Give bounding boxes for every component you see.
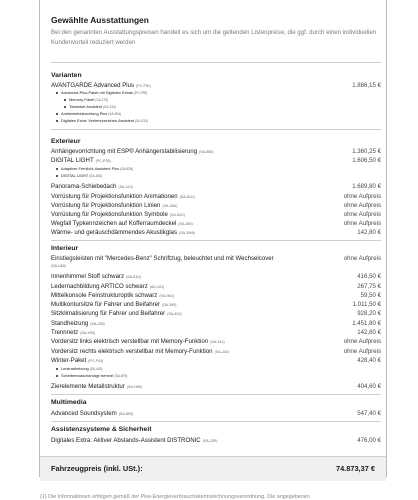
panel-title: Gewählte Ausstattungen (51, 15, 149, 25)
item-price: ohne Aufpreis (343, 338, 381, 345)
item-code: (SA-228) (90, 322, 105, 326)
bullet-icon (56, 375, 58, 377)
item-code: (PC-P35) (95, 159, 111, 163)
divider (51, 421, 381, 422)
item-code: (SA-260) (178, 222, 193, 226)
divider (51, 240, 381, 241)
divider (51, 394, 381, 395)
section-heading-interieur: Interieur (51, 245, 79, 252)
item-price: 1.360,25 € (352, 148, 381, 155)
item-price: 142,80 € (357, 329, 381, 336)
item-price: 404,60 € (357, 383, 381, 390)
item-code: (SA-413) (118, 185, 133, 189)
item-name: Vordersitz links elektrisch verstellbar mit Memory-Funktion (51, 338, 209, 345)
item-name: Vordersitz rechts elektrisch verstellbar mit Memory-Funktion (51, 348, 213, 355)
item-name: Multikontursitze für Fahrer und Beifahrer (51, 301, 161, 308)
item-code: (SA-399) (162, 303, 177, 307)
divider (51, 62, 381, 63)
item-name: Ledernachbildung ARTICO schwarz (51, 283, 148, 290)
item-price: 1.606,50 € (352, 157, 381, 164)
sub-item: Totwinkel-Assistent(SA-234) (64, 104, 116, 110)
item-price: ohne Aufpreis (343, 193, 381, 200)
item-code: (SA-H61) (159, 294, 175, 298)
item-code: (SA-550) (199, 150, 214, 154)
bullet-icon (56, 92, 58, 94)
item-name: Einstiegsleisten mit "Mercedes-Benz" Schriftzug, beleuchtet und mit Wechselcover (51, 255, 274, 262)
item-price: ohne Aufpreis (343, 211, 381, 218)
item-name: Sitzklimatisierung für Fahrer und Beifahrer (51, 310, 166, 317)
section-heading-assistenz: Assistenzsysteme & Sicherheit (51, 426, 152, 433)
bullet-icon (56, 168, 58, 170)
bullet-icon (56, 175, 58, 177)
item-code: (SA-X09) (80, 331, 95, 335)
section-heading-exterieur: Exterieur (51, 138, 81, 145)
item-code: (SA-U80) (51, 264, 66, 268)
sub-item: Digitales Extra: Verkehrszeichen-Assistent(SA-513) (56, 118, 148, 124)
item-code: (SA-36U) (162, 204, 178, 208)
price-note: Bei den genannten Ausstattungspreisen handelt es sich um die geltenden Listenpreise, die ggf. durch einen individuellen Kundenvorteil reduziert werden (51, 29, 377, 46)
item-price: 267,75 € (357, 283, 381, 290)
item-name: Vorrüstung für Projektionsfunktion Symbole (51, 211, 168, 218)
item-name: AVANTGARDE Advanced Plus (51, 82, 135, 89)
item-code: (SA-62U) (169, 213, 185, 217)
sub-item: Lenkradheizung(SA-443) (56, 366, 102, 372)
item-name: Zierelemente Metallstruktur (51, 383, 125, 390)
item-name: Standheizung (51, 320, 89, 327)
item-price: ohne Aufpreis (343, 202, 381, 209)
item-code: (SA-51U) (126, 275, 142, 279)
item-code: (AU-101) (149, 285, 165, 289)
sub-item: Memory-Paket(SA-275) (64, 97, 108, 103)
sub-item: DIGITAL LIGHT(SA-308) (56, 173, 102, 179)
section-heading-varianten: Varianten (51, 72, 82, 79)
item-price: 416,50 € (357, 273, 381, 280)
bullet-icon (64, 106, 66, 108)
item-price: 1.011,50 € (352, 301, 381, 308)
sub-item: Advanced-Plus-Paket mit Digitalen Extras(PC-P59) (56, 90, 147, 96)
item-name: Trennnetz (51, 329, 79, 336)
item-price: 476,00 € (357, 437, 381, 444)
item-price: 928,20 € (357, 310, 381, 317)
item-name: Digitales Extra: Aktiver Abstands-Assistent DISTRONIC (51, 437, 201, 444)
bullet-icon (56, 368, 58, 370)
item-code: (PC-P51) (136, 84, 152, 88)
item-name: Winter-Paket (51, 357, 87, 364)
item-price: 1.886,15 € (352, 82, 381, 89)
item-name: Vorrüstung für Projektionsfunktion Linien (51, 202, 161, 209)
item-price: ohne Aufpreis (343, 348, 381, 355)
item-code: (SA-242) (214, 350, 229, 354)
item-code: (SA-853) (118, 412, 134, 416)
item-code: (SA-3W6) (179, 231, 195, 235)
divider (51, 129, 381, 130)
total-label: Fahrzeugpreis (inkl. USt.): (51, 464, 143, 473)
item-price: 547,40 € (357, 410, 381, 417)
bullet-icon (56, 120, 58, 122)
sub-item: Ambientebeleuchtung Plus(SA-894) (56, 111, 121, 117)
item-price: 59,50 € (360, 292, 381, 299)
item-name: Mittelkonsole Feinstrukturoptik schwarz (51, 292, 158, 299)
sub-item: Scheibenwaschanlage beheizt(SA-875) (56, 373, 127, 379)
item-price: ohne Aufpreis (343, 220, 381, 227)
item-code: (SA-401) (167, 312, 182, 316)
item-price: ohne Aufpreis (343, 255, 381, 262)
item-name: Innenhimmel Stoff schwarz (51, 273, 125, 280)
item-name: Wärme- und geräuschdämmendes Akustikglas (51, 229, 177, 236)
item-price: 142,80 € (357, 229, 381, 236)
item-code: (SA-61U) (179, 195, 195, 199)
item-code: (SA-23P) (202, 439, 218, 443)
bullet-icon (56, 113, 58, 115)
item-name: DIGITAL LIGHT (51, 157, 94, 164)
item-code: (SA-H69) (126, 385, 142, 389)
item-name: Panorama-Schiebedach (51, 183, 117, 190)
sub-item: Adaptiver Fernlicht-Assistent Plus(SA-628) (56, 166, 133, 172)
item-name: Anhängevorrichtung mit ESP® Anhängerstabilisierung (51, 148, 198, 155)
item-name: Wegfall Typkennzeichen auf Kofferraumdeckel (51, 220, 177, 227)
item-price: 1.451,80 € (352, 320, 381, 327)
panel-header (51, 15, 381, 47)
bullet-icon (64, 99, 66, 101)
item-name: Vorrüstung für Projektionsfunktion Animationen (51, 193, 178, 200)
total-value: 74.873,37 € (335, 464, 375, 473)
total-bar (40, 456, 386, 481)
item-code: (PC-P44) (88, 359, 104, 363)
footnote: (1) Die Informationen erfolgen gemäß der Pkw-Energieverbrauchskennzeichnungsverordnung. Die angegebenen (40, 494, 310, 500)
item-price: 1.689,80 € (352, 183, 381, 190)
item-name: Advanced Soundsystem (51, 410, 117, 417)
item-code: (SA-241) (210, 340, 225, 344)
section-heading-multimedia: Multimedia (51, 399, 87, 406)
item-price: 428,40 € (357, 357, 381, 364)
